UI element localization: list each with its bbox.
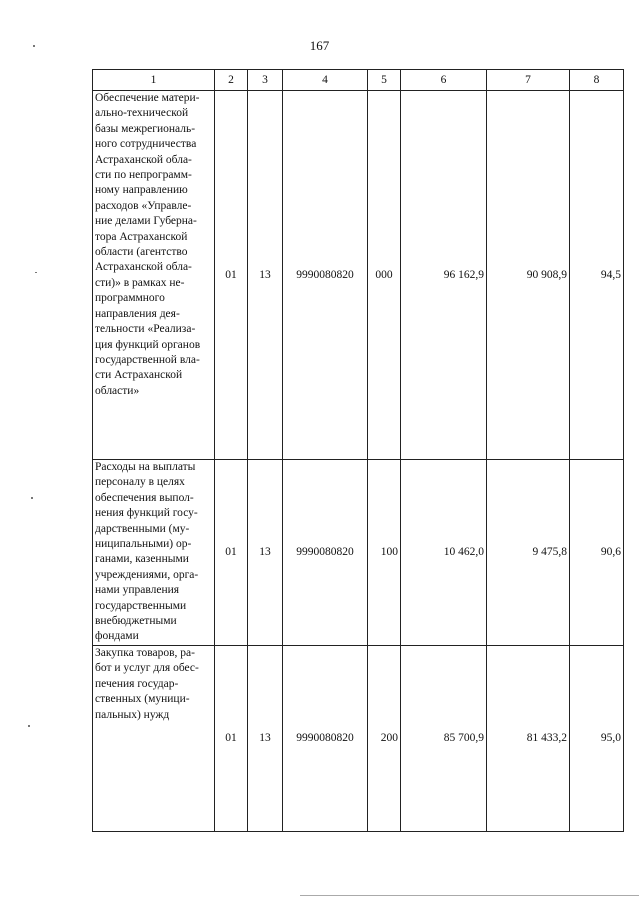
name-line: дарственными (му- bbox=[95, 522, 190, 535]
table-row bbox=[93, 460, 624, 646]
percent-cell: 94,5 bbox=[570, 91, 624, 460]
name-line: персоналу в целях bbox=[95, 476, 185, 489]
row-name-cell bbox=[93, 91, 215, 460]
scan-speck bbox=[33, 45, 35, 47]
subsection-code-cell: 13 bbox=[248, 460, 283, 646]
section-code-cell: 01 bbox=[215, 645, 248, 831]
name-line: Астраханской обла- bbox=[95, 261, 192, 274]
name-line: печения государ- bbox=[95, 677, 179, 690]
header-col-7: 7 bbox=[487, 70, 570, 91]
row-name-cell bbox=[93, 645, 215, 831]
name-line: программного bbox=[95, 292, 165, 305]
header-col-8: 8 bbox=[570, 70, 624, 91]
header-col-3: 3 bbox=[248, 70, 283, 91]
name-line: обеспечения выпол- bbox=[95, 491, 194, 504]
name-line: внебюджетными bbox=[95, 615, 177, 628]
name-line: ного сотрудничества bbox=[95, 138, 197, 151]
name-line: Астраханской обла- bbox=[95, 153, 192, 166]
name-line: ниципальными) ор- bbox=[95, 538, 192, 551]
name-line: направления дея- bbox=[95, 307, 180, 320]
planned-amount-cell: 96 162,9 bbox=[401, 91, 487, 460]
scan-speck bbox=[31, 497, 33, 499]
header-col-2: 2 bbox=[215, 70, 248, 91]
percent-cell: 95,0 bbox=[570, 645, 624, 831]
name-line: тельности «Реализа- bbox=[95, 323, 196, 336]
name-line: государственной вла- bbox=[95, 353, 200, 366]
row-name-cell bbox=[93, 460, 215, 646]
name-line: ственных (муници- bbox=[95, 693, 190, 706]
percent-cell: 90,6 bbox=[570, 460, 624, 646]
name-line: Расходы на выплаты bbox=[95, 461, 196, 473]
name-line: нами управления bbox=[95, 584, 180, 597]
scan-edge-line bbox=[300, 895, 639, 896]
name-line: бот и услуг для обес- bbox=[95, 662, 199, 675]
name-line: области» bbox=[95, 384, 140, 397]
name-line: сти по непрограмм- bbox=[95, 169, 192, 182]
name-line: базы межрегиональ- bbox=[95, 122, 196, 135]
header-col-5: 5 bbox=[368, 70, 401, 91]
subsection-code-cell: 13 bbox=[248, 645, 283, 831]
name-line: сти)» в рамках не- bbox=[95, 276, 185, 289]
name-line: области (агентство bbox=[95, 246, 188, 259]
subsection-code-cell: 13 bbox=[248, 91, 283, 460]
table-header-row bbox=[93, 70, 624, 91]
scan-speck bbox=[35, 272, 37, 273]
name-line: пальных) нужд bbox=[95, 708, 170, 721]
name-line: ному направлению bbox=[95, 184, 188, 197]
header-col-6: 6 bbox=[401, 70, 487, 91]
name-line: сти Астраханской bbox=[95, 369, 183, 382]
name-line: расходов «Управле- bbox=[95, 199, 192, 212]
planned-amount-cell: 10 462,0 bbox=[401, 460, 487, 646]
name-line: учреждениями, орга- bbox=[95, 568, 199, 581]
budget-table bbox=[92, 69, 624, 832]
expense-type-cell: 000 bbox=[368, 91, 401, 460]
actual-amount-cell: 90 908,9 bbox=[487, 91, 570, 460]
name-line: Закупка товаров, ра- bbox=[95, 646, 195, 659]
name-line: ние делами Губерна- bbox=[95, 215, 197, 228]
expense-type-cell: 200 bbox=[368, 645, 401, 831]
target-article-cell: 9990080820 bbox=[283, 91, 368, 460]
planned-amount-cell: 85 700,9 bbox=[401, 645, 487, 831]
expense-type-cell: 100 bbox=[368, 460, 401, 646]
actual-amount-cell: 9 475,8 bbox=[487, 460, 570, 646]
name-line: государственными bbox=[95, 599, 187, 612]
name-line: нения функций госу- bbox=[95, 507, 198, 520]
name-line: ганами, казенными bbox=[95, 553, 189, 566]
page-number: 167 bbox=[309, 38, 330, 53]
actual-amount-cell: 81 433,2 bbox=[487, 645, 570, 831]
target-article-cell: 9990080820 bbox=[283, 460, 368, 646]
name-line: фондами bbox=[95, 630, 139, 643]
scan-speck bbox=[28, 725, 30, 727]
name-line: ция функций органов bbox=[95, 338, 201, 351]
name-line: Обеспечение матери- bbox=[95, 92, 200, 104]
section-code-cell: 01 bbox=[215, 91, 248, 460]
header-col-1: 1 bbox=[93, 70, 215, 91]
target-article-cell: 9990080820 bbox=[283, 645, 368, 831]
header-col-4: 4 bbox=[283, 70, 368, 91]
table-row bbox=[93, 91, 624, 460]
section-code-cell: 01 bbox=[215, 460, 248, 646]
name-line: тора Астраханской bbox=[95, 230, 188, 243]
name-line: ально-технической bbox=[95, 107, 189, 120]
table-row bbox=[93, 645, 624, 831]
